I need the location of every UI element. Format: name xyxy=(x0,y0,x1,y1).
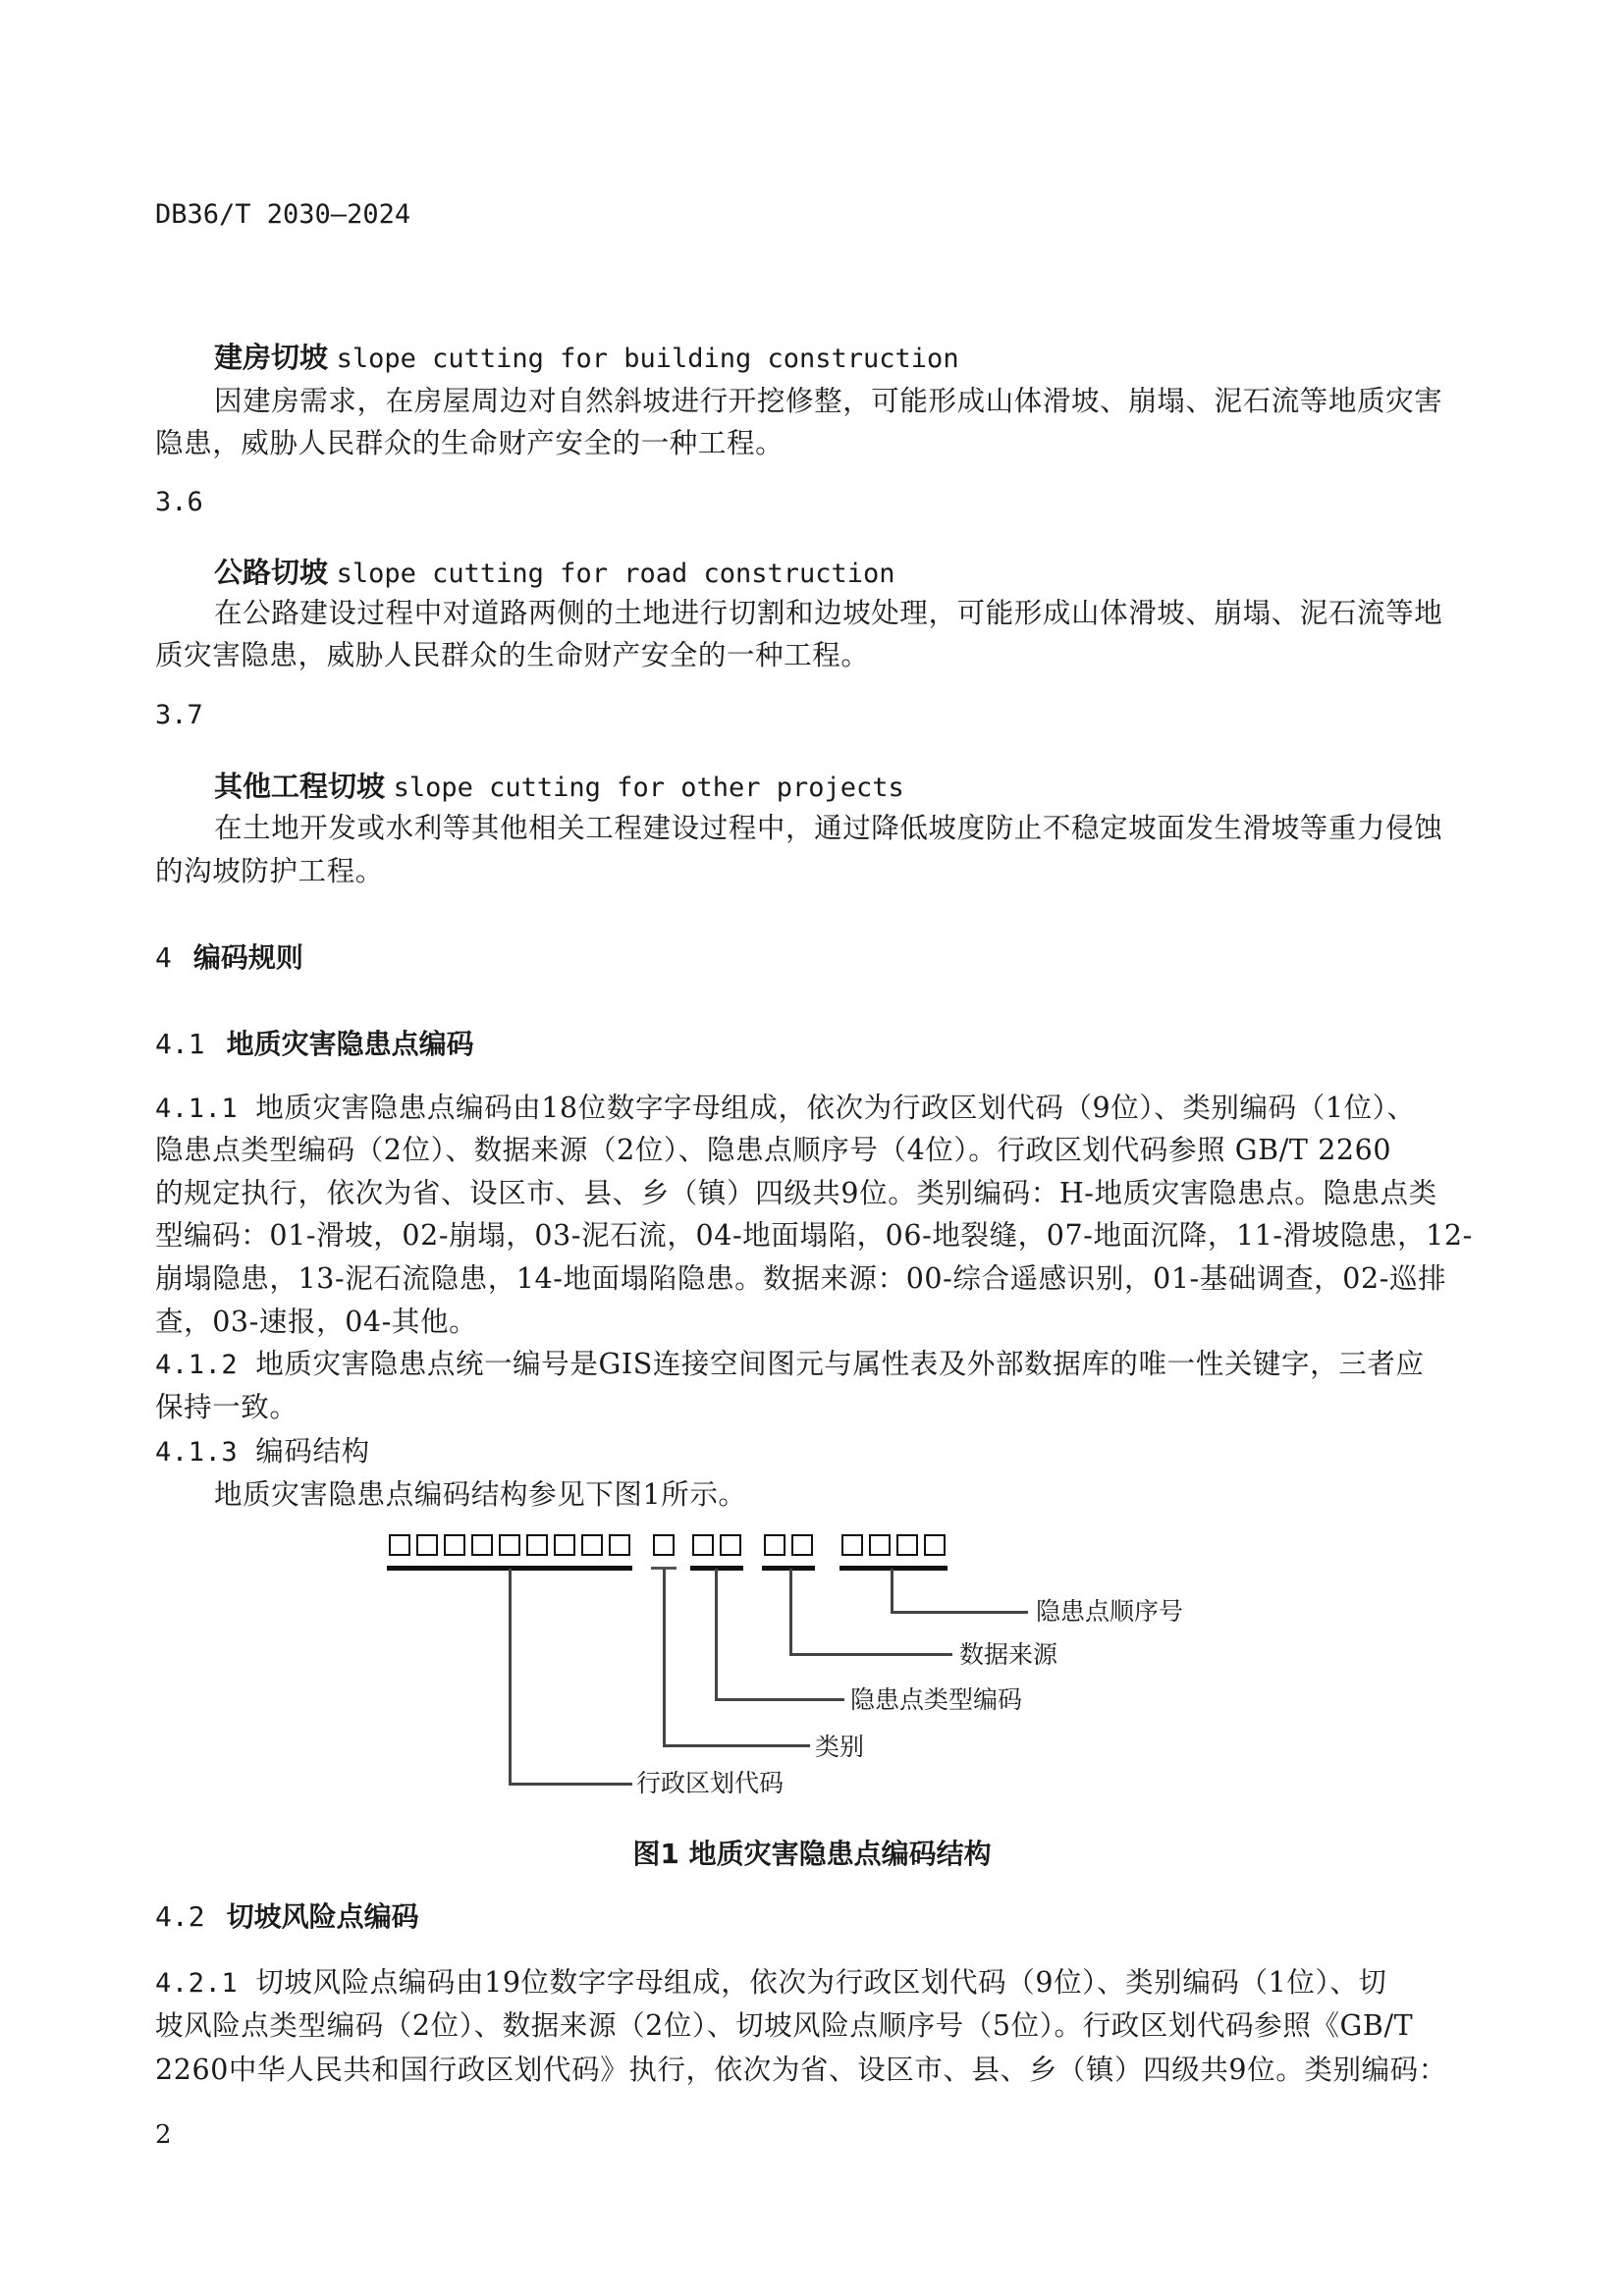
figure-caption: 图1 地质灾害隐患点编码结构 xyxy=(632,1838,992,1870)
subsection-number: 4.1 xyxy=(155,1028,205,1060)
connector-line xyxy=(789,1653,952,1656)
connector-line xyxy=(509,1569,512,1785)
connector-line xyxy=(715,1698,844,1701)
label-category: 类别 xyxy=(815,1733,865,1761)
digit-box xyxy=(764,1534,785,1556)
term-zh: 其他工程切坡 xyxy=(214,770,386,803)
label-data-source: 数据来源 xyxy=(959,1640,1058,1669)
connector-line xyxy=(789,1569,792,1655)
underline-data-source xyxy=(762,1566,815,1571)
digit-box xyxy=(416,1534,438,1556)
digit-box xyxy=(444,1534,465,1556)
term-road-slope xyxy=(214,551,895,591)
digit-box xyxy=(841,1534,863,1556)
connector-line xyxy=(509,1783,632,1786)
clause-number: 3.6 xyxy=(155,487,203,517)
definition-line: 因建房需求，在房屋周边对自然斜坡进行开挖修整，可能形成山体滑坡、崩塌、泥石流等地质灾害 xyxy=(214,385,1443,417)
clause-line: 2260中华人民共和国行政区划代码》执行，依次为省、设区市、县、乡（镇）四级共9位。类别编码： xyxy=(155,2054,1447,2086)
digit-box xyxy=(554,1534,575,1556)
clause-text: 切坡风险点编码由19位数字字母组成，依次为行政区划代码（9位）、类别编码（1位）、切 xyxy=(255,1966,1387,1999)
term-zh: 建房切坡 xyxy=(214,341,329,374)
digit-box xyxy=(609,1534,630,1556)
clause-number: 3.7 xyxy=(155,700,203,730)
standard-code-header: DB36/T 2030—2024 xyxy=(155,199,411,230)
clause-number: 4.2.1 xyxy=(155,1968,239,1999)
clause-line: 崩塌隐患，13-泥石流隐患，14-地面塌陷隐患。数据来源：00-综合遥感识别，01-基础调查，02-巡排 xyxy=(155,1262,1447,1295)
connector-line xyxy=(663,1744,810,1747)
digit-box xyxy=(791,1534,813,1556)
clause-line xyxy=(155,1086,1416,1126)
connector-line xyxy=(715,1569,718,1700)
subsection-number: 4.2 xyxy=(155,1900,205,1933)
clause-line: 查，03-速报，04-其他。 xyxy=(155,1306,478,1338)
clause-line: 隐患点类型编码（2位）、数据来源（2位）、隐患点顺序号（4位）。行政区划代码参照 GB/T 2260 xyxy=(155,1134,1392,1166)
digit-box xyxy=(526,1534,548,1556)
definition-line: 在公路建设过程中对道路两侧的土地进行切割和边坡处理，可能形成山体滑坡、崩塌、泥石流等地 xyxy=(214,597,1443,629)
label-sequence: 隐患点顺序号 xyxy=(1036,1597,1184,1626)
digit-box xyxy=(692,1534,714,1556)
section-number: 4 xyxy=(155,941,172,974)
digit-box xyxy=(499,1534,520,1556)
term-en: slope cutting for building construction xyxy=(336,344,959,374)
definition-line: 质灾害隐患，威胁人民群众的生命财产安全的一种工程。 xyxy=(155,639,870,671)
clause-line: 保持一致。 xyxy=(155,1391,298,1423)
clause-number: 4.1.1 xyxy=(155,1094,239,1124)
term-en: slope cutting for other projects xyxy=(393,773,904,803)
clause-line: 坡风险点类型编码（2位）、数据来源（2位）、切坡风险点顺序号（5位）。行政区划代码参照《GB/T xyxy=(155,2009,1414,2042)
page-number: 2 xyxy=(155,2120,172,2150)
section-title: 编码规则 xyxy=(192,941,303,974)
digit-box xyxy=(653,1534,675,1556)
digit-box xyxy=(581,1534,603,1556)
digit-box xyxy=(924,1534,946,1556)
digit-box xyxy=(869,1534,891,1556)
label-admin-code: 行政区划代码 xyxy=(636,1769,785,1797)
definition-line: 隐患，威胁人民群众的生命财产安全的一种工程。 xyxy=(155,427,785,459)
connector-line xyxy=(891,1569,893,1613)
definition-line: 在土地开发或水利等其他相关工程建设过程中，通过降低坡度防止不稳定坡面发生滑坡等重力侵蚀 xyxy=(214,812,1443,844)
clause-line: 地质灾害隐患点编码结构参见下图1所示。 xyxy=(214,1478,747,1511)
clause-number: 4.1.2 xyxy=(155,1350,239,1380)
digit-box xyxy=(471,1534,493,1556)
subsection-heading xyxy=(155,1896,419,1935)
subsection-heading xyxy=(155,1023,474,1062)
digit-box xyxy=(896,1534,918,1556)
term-zh: 公路切坡 xyxy=(214,556,329,589)
term-building-slope xyxy=(214,336,959,376)
clause-number: 4.1.3 xyxy=(155,1437,239,1468)
subsection-title: 地质灾害隐患点编码 xyxy=(226,1028,474,1060)
clause-line: 的规定执行，依次为省、设区市、县、乡（镇）四级共9位。类别编码：H-地质灾害隐患点。隐患点类 xyxy=(155,1177,1437,1209)
underline-sequence xyxy=(839,1566,947,1571)
label-type-code: 隐患点类型编码 xyxy=(850,1685,1023,1714)
connector-line xyxy=(663,1569,666,1746)
clause-line: 型编码：01-滑坡，02-崩塌，03-泥石流，04-地面塌陷，06-地裂缝，07-地面沉降，11-滑坡隐患，12- xyxy=(155,1219,1473,1252)
clause-line xyxy=(155,1342,1425,1382)
section-heading xyxy=(155,936,303,976)
clause-line xyxy=(155,1429,370,1469)
connector-line xyxy=(891,1611,1028,1614)
clause-title: 编码结构 xyxy=(255,1435,370,1468)
clause-line xyxy=(155,1960,1387,2001)
definition-line: 的沟坡防护工程。 xyxy=(155,855,384,887)
digit-box xyxy=(389,1534,410,1556)
subsection-title: 切坡风险点编码 xyxy=(226,1900,419,1933)
clause-text: 地质灾害隐患点统一编号是GIS连接空间图元与属性表及外部数据库的唯一性关键字，三者应 xyxy=(255,1348,1425,1380)
digit-box xyxy=(720,1534,741,1556)
term-en: slope cutting for road construction xyxy=(336,559,895,589)
term-other-slope xyxy=(214,765,904,805)
clause-text: 地质灾害隐患点编码由18位数字字母组成，依次为行政区划代码（9位）、类别编码（1位）、 xyxy=(255,1092,1416,1124)
